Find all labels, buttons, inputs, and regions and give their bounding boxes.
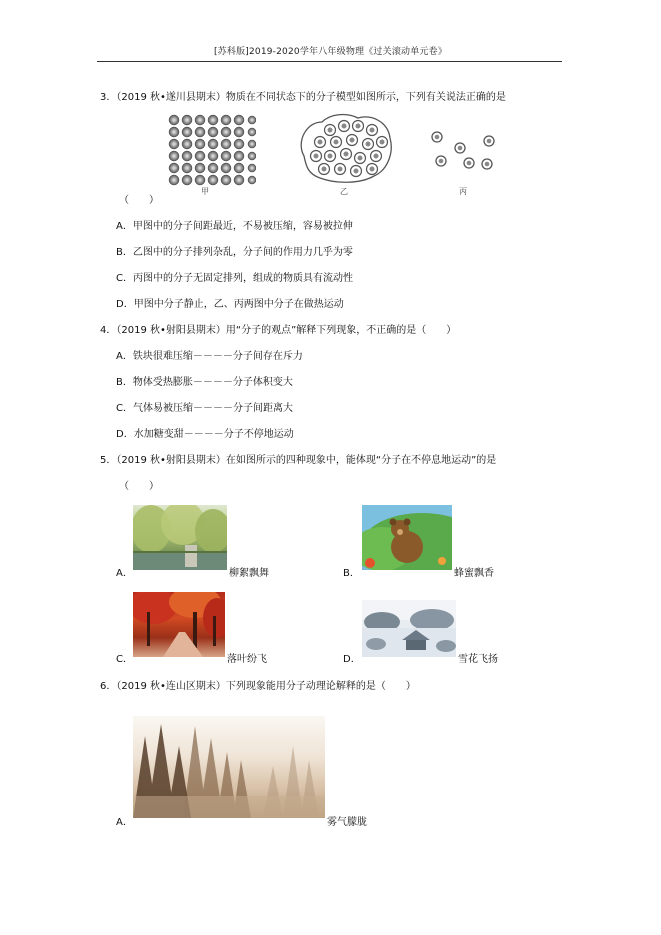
q5-option-b-caption: 蜂蜜飘香	[454, 568, 494, 579]
header-rule	[97, 61, 562, 62]
q3-fig-label-yi: 乙	[340, 187, 348, 196]
q3-option-b[interactable]: B．乙图中的分子排列杂乱，分子间的作用力几乎为零	[116, 247, 353, 258]
q3-option-c[interactable]: C．丙图中的分子无固定排列，组成的物质具有流动性	[116, 273, 353, 284]
q5-image-willow[interactable]	[133, 505, 227, 570]
q5-option-d-letter[interactable]: D．	[343, 654, 361, 665]
q5-option-a-letter[interactable]: A．	[116, 568, 133, 579]
q5-image-bear[interactable]	[362, 505, 452, 570]
q6-option-a-caption: 雾气朦胧	[327, 817, 367, 828]
q3-figure-liquid	[296, 112, 394, 184]
q5-image-leaves[interactable]	[133, 592, 225, 657]
q3-option-a[interactable]: A．甲图中的分子间距最近，不易被压缩，容易被拉伸	[116, 221, 353, 232]
q6-image-fog[interactable]	[133, 716, 325, 818]
q4-option-b[interactable]: B．物体受热膨胀－－－－分子体积变大	[116, 377, 293, 388]
q3-fig-label-bing: 丙	[459, 187, 467, 196]
q4-stem: 4．（2019 秋•射阳县期末）用“分子的观点”解释下列现象，不正确的是（ ）	[100, 325, 457, 336]
q4-option-d[interactable]: D．水加糖变甜－－－－分子不停地运动	[116, 429, 294, 440]
q3-figure-solid	[166, 112, 256, 187]
q5-option-c-letter[interactable]: C．	[116, 654, 133, 665]
q5-option-b-letter[interactable]: B．	[343, 568, 360, 579]
q6-stem: 6．（2019 秋•连山区期末）下列现象能用分子动理论解释的是（ ）	[100, 681, 416, 692]
page-header: [苏科版]2019-2020学年八年级物理《过关滚动单元卷》	[213, 47, 448, 57]
q5-stem: 5．（2019 秋•射阳县期末）在如图所示的四种现象中，能体现“分子在不停息地运动”的是	[100, 455, 497, 466]
q3-answer-bracket: （ ）	[119, 195, 159, 206]
q3-stem: 3．（2019 秋•遂川县期末）物质在不同状态下的分子模型如图所示，下列有关说法正确的是	[100, 92, 506, 103]
q5-option-a-caption: 柳絮飘舞	[229, 568, 269, 579]
q4-option-c[interactable]: C．气体易被压缩－－－－分子间距离大	[116, 403, 293, 414]
q5-option-c-caption: 落叶纷飞	[227, 654, 267, 665]
q3-figure-gas	[426, 126, 498, 174]
q5-answer-bracket: （ ）	[119, 481, 159, 492]
q3-option-d[interactable]: D．甲图中分子静止，乙、丙两图中分子在做热运动	[116, 299, 344, 310]
q6-option-a-letter[interactable]: A．	[116, 817, 133, 828]
q3-fig-label-jia: 甲	[201, 187, 209, 196]
q4-option-a[interactable]: A．铁块很难压缩－－－－分子间存在斥力	[116, 351, 303, 362]
q5-image-snow[interactable]	[362, 600, 456, 657]
q5-option-d-caption: 雪花飞扬	[458, 654, 498, 665]
